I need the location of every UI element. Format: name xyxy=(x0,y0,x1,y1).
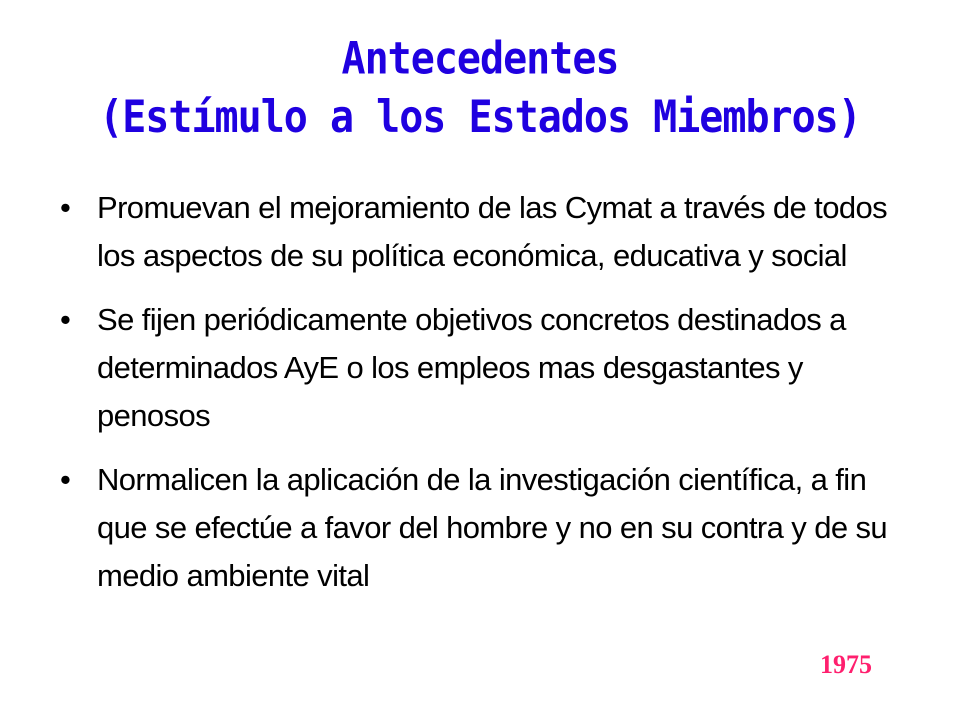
slide-title xyxy=(0,30,960,146)
bullet-text: Promuevan el mejoramiento de las Cymat a través de todos los aspectos de su política económica, educativa y social xyxy=(97,190,888,273)
year-label: 1975 xyxy=(820,650,872,679)
bullet-dot: • xyxy=(60,190,71,225)
list-item xyxy=(60,296,910,440)
list-item xyxy=(60,456,910,600)
bullet-dot: • xyxy=(60,462,71,497)
bullet-list xyxy=(60,184,910,600)
bullet-dot: • xyxy=(60,302,71,337)
title-line-2: (Estímulo a los Estados Miembros) xyxy=(99,91,861,144)
bullet-text: Se fijen periódicamente objetivos concretos destinados a determinados AyE o los empleos mas desgastantes y penosos xyxy=(97,302,846,433)
title-line-1: Antecedentes xyxy=(341,33,619,85)
bullet-text: Normalicen la aplicación de la investigación científica, a fin que se efectúe a favor del hombre y no en su contra y de su medio ambiente vital xyxy=(97,462,888,593)
list-item xyxy=(60,184,910,280)
